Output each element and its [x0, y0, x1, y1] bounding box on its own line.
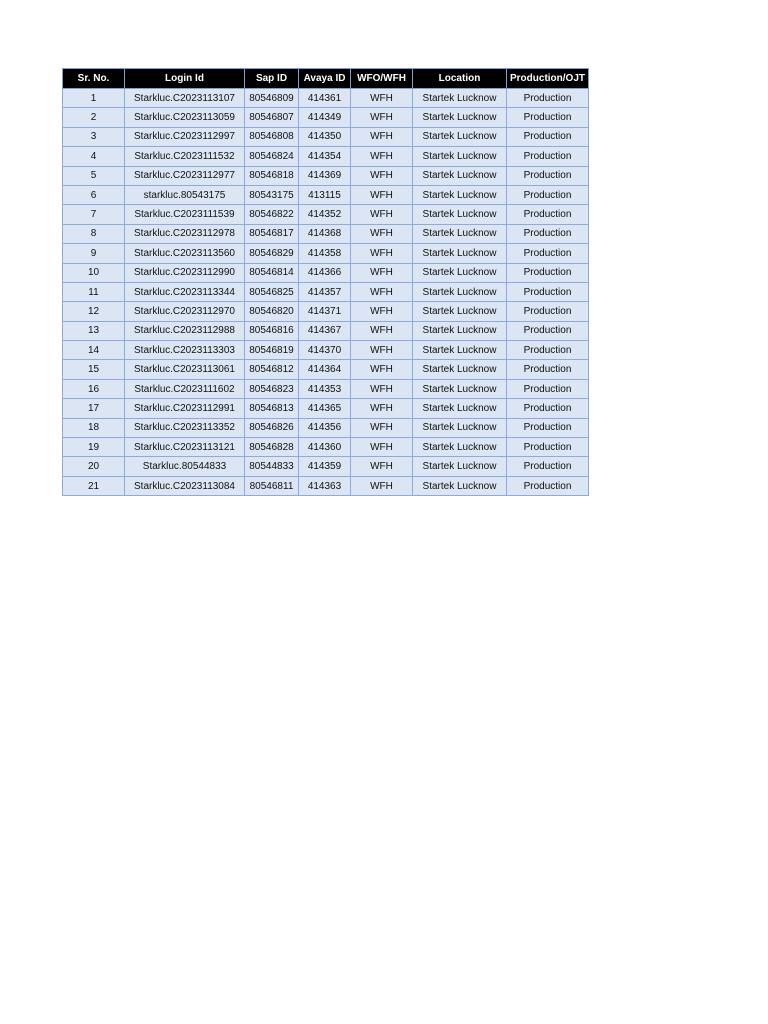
cell-location: Startek Lucknow	[413, 108, 507, 127]
cell-wfo-wfh: WFH	[351, 360, 413, 379]
cell-sap-id: 80546825	[245, 282, 299, 301]
table-row	[63, 224, 589, 243]
table-row	[63, 205, 589, 224]
cell-wfo-wfh: WFH	[351, 127, 413, 146]
cell-login-id: Starkluc.C2023112990	[125, 263, 245, 282]
cell-production-ojt: Production	[507, 263, 589, 282]
cell-avaya-id: 414364	[299, 360, 351, 379]
cell-sr-no: 2	[63, 108, 125, 127]
cell-production-ojt: Production	[507, 244, 589, 263]
table-row	[63, 127, 589, 146]
cell-sap-id: 80544833	[245, 457, 299, 476]
cell-avaya-id: 414361	[299, 89, 351, 108]
cell-login-id: Starkluc.C2023113303	[125, 341, 245, 360]
cell-wfo-wfh: WFH	[351, 438, 413, 457]
cell-location: Startek Lucknow	[413, 224, 507, 243]
cell-production-ojt: Production	[507, 108, 589, 127]
cell-avaya-id: 413115	[299, 185, 351, 204]
cell-login-id: Starkluc.C2023112977	[125, 166, 245, 185]
cell-login-id: Starkluc.C2023111539	[125, 205, 245, 224]
cell-sap-id: 80543175	[245, 185, 299, 204]
cell-wfo-wfh: WFH	[351, 108, 413, 127]
cell-avaya-id: 414370	[299, 341, 351, 360]
cell-sr-no: 13	[63, 321, 125, 340]
cell-avaya-id: 414365	[299, 399, 351, 418]
cell-avaya-id: 414360	[299, 438, 351, 457]
cell-sr-no: 3	[63, 127, 125, 146]
cell-sap-id: 80546820	[245, 302, 299, 321]
table-row	[63, 341, 589, 360]
cell-login-id: Starkluc.C2023113059	[125, 108, 245, 127]
cell-location: Startek Lucknow	[413, 438, 507, 457]
cell-wfo-wfh: WFH	[351, 263, 413, 282]
cell-sap-id: 80546823	[245, 379, 299, 398]
cell-avaya-id: 414358	[299, 244, 351, 263]
cell-production-ojt: Production	[507, 438, 589, 457]
header-login-id: Login Id	[125, 69, 245, 89]
cell-sr-no: 4	[63, 147, 125, 166]
cell-location: Startek Lucknow	[413, 476, 507, 495]
header-avaya-id: Avaya ID	[299, 69, 351, 89]
cell-production-ojt: Production	[507, 166, 589, 185]
cell-sr-no: 11	[63, 282, 125, 301]
cell-sr-no: 12	[63, 302, 125, 321]
cell-production-ojt: Production	[507, 127, 589, 146]
employee-table	[62, 68, 589, 496]
table-row	[63, 360, 589, 379]
cell-wfo-wfh: WFH	[351, 89, 413, 108]
cell-avaya-id: 414350	[299, 127, 351, 146]
cell-sap-id: 80546822	[245, 205, 299, 224]
cell-login-id: Starkluc.C2023113121	[125, 438, 245, 457]
table-row	[63, 457, 589, 476]
table-row	[63, 438, 589, 457]
cell-sr-no: 14	[63, 341, 125, 360]
cell-wfo-wfh: WFH	[351, 244, 413, 263]
cell-sr-no: 6	[63, 185, 125, 204]
cell-sr-no: 21	[63, 476, 125, 495]
cell-wfo-wfh: WFH	[351, 457, 413, 476]
cell-production-ojt: Production	[507, 457, 589, 476]
cell-login-id: Starkluc.C2023113560	[125, 244, 245, 263]
table-row	[63, 476, 589, 495]
cell-wfo-wfh: WFH	[351, 282, 413, 301]
cell-production-ojt: Production	[507, 360, 589, 379]
cell-production-ojt: Production	[507, 399, 589, 418]
cell-wfo-wfh: WFH	[351, 321, 413, 340]
cell-sr-no: 10	[63, 263, 125, 282]
table-row	[63, 147, 589, 166]
header-sr-no: Sr. No.	[63, 69, 125, 89]
table-row	[63, 321, 589, 340]
cell-production-ojt: Production	[507, 185, 589, 204]
cell-location: Startek Lucknow	[413, 263, 507, 282]
cell-location: Startek Lucknow	[413, 89, 507, 108]
table-row	[63, 166, 589, 185]
cell-login-id: Starkluc.C2023111602	[125, 379, 245, 398]
cell-sap-id: 80546819	[245, 341, 299, 360]
cell-sap-id: 80546817	[245, 224, 299, 243]
cell-wfo-wfh: WFH	[351, 418, 413, 437]
cell-sr-no: 8	[63, 224, 125, 243]
cell-login-id: Starkluc.C2023112978	[125, 224, 245, 243]
cell-wfo-wfh: WFH	[351, 205, 413, 224]
cell-login-id: Starkluc.C2023113061	[125, 360, 245, 379]
cell-sr-no: 19	[63, 438, 125, 457]
header-sap-id: Sap ID	[245, 69, 299, 89]
cell-sap-id: 80546824	[245, 147, 299, 166]
cell-sap-id: 80546826	[245, 418, 299, 437]
cell-wfo-wfh: WFH	[351, 166, 413, 185]
cell-avaya-id: 414349	[299, 108, 351, 127]
cell-location: Startek Lucknow	[413, 418, 507, 437]
cell-location: Startek Lucknow	[413, 244, 507, 263]
cell-login-id: Starkluc.80544833	[125, 457, 245, 476]
table-row	[63, 263, 589, 282]
cell-location: Startek Lucknow	[413, 379, 507, 398]
cell-production-ojt: Production	[507, 89, 589, 108]
cell-location: Startek Lucknow	[413, 166, 507, 185]
cell-sr-no: 1	[63, 89, 125, 108]
cell-wfo-wfh: WFH	[351, 341, 413, 360]
cell-production-ojt: Production	[507, 418, 589, 437]
cell-production-ojt: Production	[507, 476, 589, 495]
table-row	[63, 89, 589, 108]
cell-avaya-id: 414368	[299, 224, 351, 243]
cell-wfo-wfh: WFH	[351, 399, 413, 418]
cell-location: Startek Lucknow	[413, 321, 507, 340]
table-body	[63, 89, 589, 496]
cell-avaya-id: 414369	[299, 166, 351, 185]
cell-login-id: Starkluc.C2023112991	[125, 399, 245, 418]
cell-production-ojt: Production	[507, 321, 589, 340]
table-row	[63, 282, 589, 301]
table-row	[63, 399, 589, 418]
cell-production-ojt: Production	[507, 224, 589, 243]
cell-login-id: starkluc.80543175	[125, 185, 245, 204]
cell-sr-no: 17	[63, 399, 125, 418]
cell-sr-no: 7	[63, 205, 125, 224]
cell-login-id: Starkluc.C2023113344	[125, 282, 245, 301]
table-row	[63, 418, 589, 437]
header-wfo-wfh: WFO/WFH	[351, 69, 413, 89]
cell-sap-id: 80546818	[245, 166, 299, 185]
cell-avaya-id: 414354	[299, 147, 351, 166]
cell-location: Startek Lucknow	[413, 205, 507, 224]
cell-login-id: Starkluc.C2023113084	[125, 476, 245, 495]
table-header-row	[63, 69, 589, 89]
cell-sap-id: 80546812	[245, 360, 299, 379]
cell-location: Startek Lucknow	[413, 341, 507, 360]
cell-location: Startek Lucknow	[413, 185, 507, 204]
cell-production-ojt: Production	[507, 282, 589, 301]
cell-sap-id: 80546813	[245, 399, 299, 418]
cell-location: Startek Lucknow	[413, 282, 507, 301]
cell-sap-id: 80546814	[245, 263, 299, 282]
cell-sap-id: 80546828	[245, 438, 299, 457]
cell-login-id: Starkluc.C2023111532	[125, 147, 245, 166]
cell-avaya-id: 414367	[299, 321, 351, 340]
cell-wfo-wfh: WFH	[351, 476, 413, 495]
cell-sr-no: 15	[63, 360, 125, 379]
cell-sap-id: 80546807	[245, 108, 299, 127]
cell-sap-id: 80546811	[245, 476, 299, 495]
cell-login-id: Starkluc.C2023113107	[125, 89, 245, 108]
cell-wfo-wfh: WFH	[351, 302, 413, 321]
cell-wfo-wfh: WFH	[351, 147, 413, 166]
cell-sap-id: 80546808	[245, 127, 299, 146]
cell-location: Startek Lucknow	[413, 399, 507, 418]
cell-wfo-wfh: WFH	[351, 224, 413, 243]
cell-avaya-id: 414359	[299, 457, 351, 476]
cell-avaya-id: 414356	[299, 418, 351, 437]
cell-location: Startek Lucknow	[413, 147, 507, 166]
cell-wfo-wfh: WFH	[351, 379, 413, 398]
cell-location: Startek Lucknow	[413, 127, 507, 146]
cell-avaya-id: 414352	[299, 205, 351, 224]
cell-sap-id: 80546829	[245, 244, 299, 263]
cell-production-ojt: Production	[507, 147, 589, 166]
table-row	[63, 379, 589, 398]
cell-sap-id: 80546816	[245, 321, 299, 340]
cell-location: Startek Lucknow	[413, 302, 507, 321]
cell-production-ojt: Production	[507, 379, 589, 398]
cell-avaya-id: 414371	[299, 302, 351, 321]
cell-sr-no: 20	[63, 457, 125, 476]
table-row	[63, 108, 589, 127]
cell-sr-no: 18	[63, 418, 125, 437]
cell-wfo-wfh: WFH	[351, 185, 413, 204]
cell-production-ojt: Production	[507, 341, 589, 360]
cell-avaya-id: 414357	[299, 282, 351, 301]
cell-avaya-id: 414366	[299, 263, 351, 282]
table-row	[63, 302, 589, 321]
cell-sr-no: 5	[63, 166, 125, 185]
cell-production-ojt: Production	[507, 302, 589, 321]
cell-login-id: Starkluc.C2023112970	[125, 302, 245, 321]
cell-login-id: Starkluc.C2023112997	[125, 127, 245, 146]
cell-login-id: Starkluc.C2023112988	[125, 321, 245, 340]
cell-location: Startek Lucknow	[413, 360, 507, 379]
header-production-ojt: Production/OJT	[507, 69, 589, 89]
cell-avaya-id: 414353	[299, 379, 351, 398]
cell-location: Startek Lucknow	[413, 457, 507, 476]
cell-avaya-id: 414363	[299, 476, 351, 495]
cell-sr-no: 9	[63, 244, 125, 263]
cell-sap-id: 80546809	[245, 89, 299, 108]
cell-login-id: Starkluc.C2023113352	[125, 418, 245, 437]
cell-production-ojt: Production	[507, 205, 589, 224]
table-row	[63, 244, 589, 263]
table-row	[63, 185, 589, 204]
cell-sr-no: 16	[63, 379, 125, 398]
header-location: Location	[413, 69, 507, 89]
